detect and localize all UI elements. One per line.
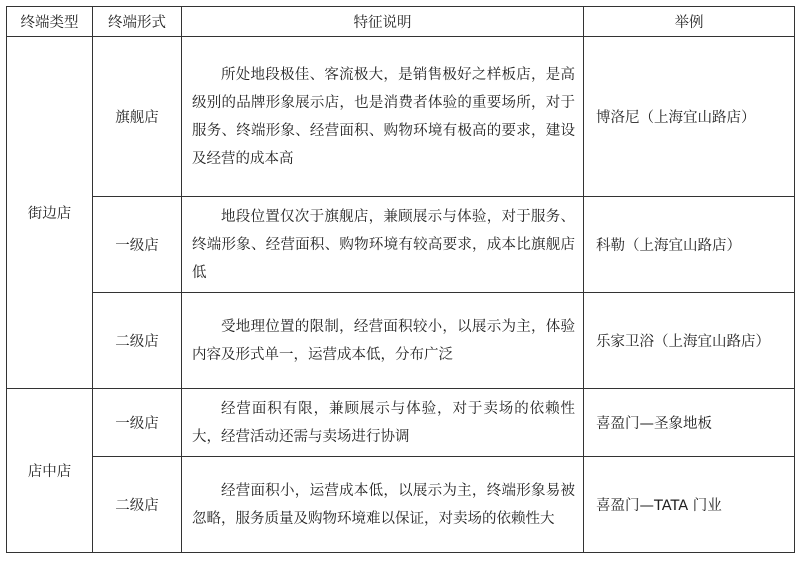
table-header-row [7,7,795,37]
example-cell: 乐家卫浴（上海宜山路店） [584,293,795,389]
terminal-types-table [6,6,795,553]
terminal-form-cell: 一级店 [93,197,182,293]
table-row [7,37,795,197]
description-cell: 经营面积小，运营成本低，以展示为主，终端形象易被忽略，服务质量及购物环境难以保证，对卖场的依赖性大 [182,457,584,553]
table-row [7,197,795,293]
description-cell: 经营面积有限，兼顾展示与体验，对于卖场的依赖性大，经营活动还需与卖场进行协调 [182,389,584,457]
table-row [7,293,795,389]
header-feature-description: 特征说明 [182,7,584,37]
header-terminal-type: 终端类型 [7,7,93,37]
terminal-form-cell: 二级店 [93,457,182,553]
example-cell: 喜盈门—TATA 门业 [584,457,795,553]
example-cell: 博洛尼（上海宜山路店） [584,37,795,197]
description-cell: 受地理位置的限制，经营面积较小，以展示为主，体验内容及形式单一，运营成本低，分布广泛 [182,293,584,389]
table-row [7,389,795,457]
terminal-form-cell: 二级店 [93,293,182,389]
terminal-type-cell: 店中店 [7,389,93,553]
header-terminal-form: 终端形式 [93,7,182,37]
terminal-form-cell: 一级店 [93,389,182,457]
description-cell: 所处地段极佳、客流极大，是销售极好之样板店，是高级别的品牌形象展示店，也是消费者体验的重要场所，对于服务、终端形象、经营面积、购物环境有极高的要求，建设及经营的成本高 [182,37,584,197]
header-example: 举例 [584,7,795,37]
example-cell: 科勒（上海宜山路店） [584,197,795,293]
terminal-form-cell: 旗舰店 [93,37,182,197]
example-cell: 喜盈门—圣象地板 [584,389,795,457]
terminal-type-cell: 街边店 [7,37,93,389]
table-row [7,457,795,553]
description-cell: 地段位置仅次于旗舰店，兼顾展示与体验，对于服务、终端形象、经营面积、购物环境有较高要求，成本比旗舰店低 [182,197,584,293]
